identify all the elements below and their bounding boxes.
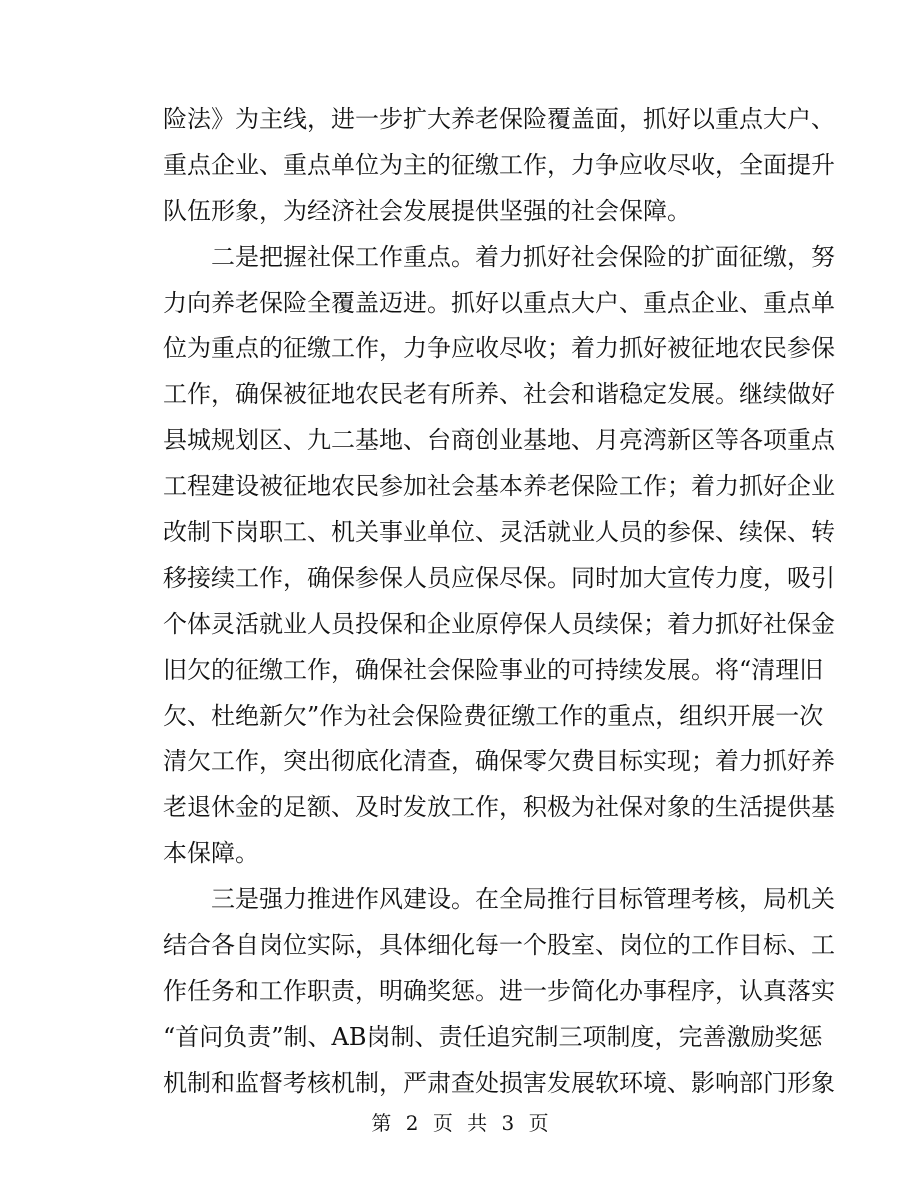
- text-line: 个体灵活就业人员投保和企业原停保人员续保；着力抓好社保金: [163, 609, 835, 638]
- text-line: 重点企业、重点单位为主的征缴工作，力争应收尽收，全面提升: [163, 150, 835, 179]
- text-line: 工作，确保被征地农民老有所养、社会和谐稳定发展。继续做好: [163, 380, 835, 409]
- text-line: “首问负责”制、AB岗制、责任追究制三项制度，完善激励奖惩: [163, 1022, 823, 1051]
- text-line: 作任务和工作职责，明确奖惩。进一步简化办事程序，认真落实: [163, 976, 835, 1005]
- text-line: 二是把握社保工作重点。着力抓好社会保险的扩面征缴，努: [211, 242, 835, 271]
- text-line: 位为重点的征缴工作，力争应收尽收；着力抓好被征地农民参保: [163, 334, 835, 363]
- text-line: 清欠工作，突出彻底化清查，确保零欠费目标实现；着力抓好养: [163, 747, 835, 776]
- text-line: 工程建设被征地农民参加社会基本养老保险工作；着力抓好企业: [163, 472, 835, 501]
- text-line: 旧欠的征缴工作，确保社会保险事业的可持续发展。将“清理旧: [163, 655, 824, 684]
- text-line: 力向养老保险全覆盖迈进。抓好以重点大户、重点企业、重点单: [163, 288, 835, 317]
- text-line: 机制和监督考核机制，严肃查处损害发展软环境、影响部门形象: [163, 1068, 835, 1097]
- text-line: 三是强力推进作风建设。在全局推行目标管理考核，局机关: [211, 885, 835, 914]
- text-line: 改制下岗职工、机关事业单位、灵活就业人员的参保、续保、转: [163, 518, 835, 547]
- text-line: 队伍形象，为经济社会发展提供坚强的社会保障。: [163, 196, 691, 225]
- text-line: 县城规划区、九二基地、台商创业基地、月亮湾新区等各项重点: [163, 426, 835, 455]
- page-number: 第 2 页 共 3 页: [371, 1111, 549, 1135]
- text-line: 结合各自岗位实际，具体细化每一个股室、岗位的工作目标、工: [163, 931, 835, 960]
- text-line: 欠、杜绝新欠”作为社会保险费征缴工作的重点，组织开展一次: [163, 701, 824, 730]
- text-line: 本保障。: [163, 839, 259, 868]
- text-line: 老退休金的足额、及时发放工作，积极为社保对象的生活提供基: [163, 793, 835, 822]
- text-line: 移接续工作，确保参保人员应保尽保。同时加大宣传力度，吸引: [163, 563, 835, 592]
- document-body: [163, 97, 835, 1107]
- text-line: 险法》为主线，进一步扩大养老保险覆盖面，抓好以重点大户、: [163, 105, 835, 133]
